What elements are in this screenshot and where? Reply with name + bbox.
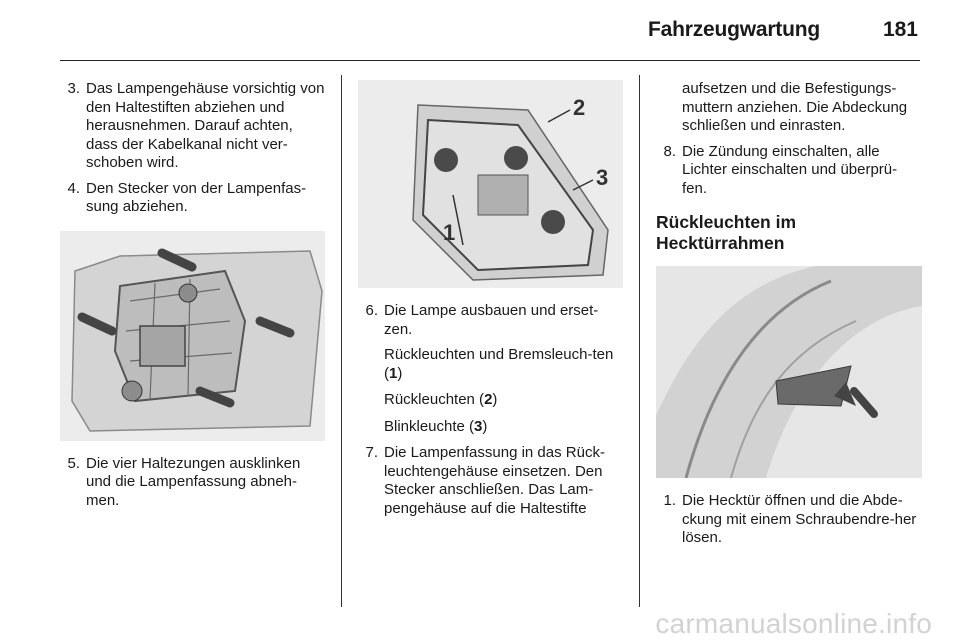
step-number: 4. — [67, 179, 80, 197]
callout-2: 2 — [573, 95, 586, 120]
step-number: 1. — [663, 492, 676, 509]
tailgate-frame-figure — [656, 266, 922, 478]
bulb-item-1: Rückleuchten und Bremsleuch-ten (1) — [384, 346, 614, 382]
column-3 — [656, 80, 922, 555]
step-1 — [656, 492, 922, 548]
lamp-holder-illustration — [60, 231, 325, 441]
step-7-continuation: aufsetzen und die Befestigungs-muttern anziehen. Die Abdeckung schließen und einrasten. — [682, 80, 908, 134]
step-6 — [358, 302, 623, 339]
bulb-item-2: Rückleuchten (2) — [384, 391, 498, 408]
callout-3: 3 — [596, 165, 609, 190]
bulb-socket-illustration — [358, 80, 623, 288]
tailgate-frame-illustration — [656, 266, 922, 478]
step-5 — [60, 455, 325, 511]
bulb-socket-figure — [358, 80, 623, 288]
step-text: Das Lampengehäuse vorsichtig von den Haltestiften abziehen und herausnehmen. Darauf achten, dass der Kabelkanal nicht ver-schoben wird. — [86, 80, 325, 171]
step-number: 3. — [67, 80, 80, 97]
page-title: Fahrzeugwartung — [647, 18, 820, 41]
step-8 — [656, 143, 922, 199]
step-7 — [358, 444, 623, 518]
header-divider — [60, 60, 920, 61]
step-3 — [60, 80, 325, 173]
lamp-holder-figure — [60, 231, 325, 441]
column-divider-right — [639, 75, 640, 607]
column-divider-left — [341, 75, 342, 607]
step-4 — [60, 180, 325, 217]
watermark: carmanualsonline.info — [655, 608, 932, 639]
step-number: 5. — [67, 454, 80, 472]
step-number: 7. — [365, 444, 378, 461]
step-text: Die vier Haltezungen ausklinken und die Lampenfassung abneh-men. — [86, 454, 301, 509]
step-text: Die Zündung einschalten, alle Lichter einschalten und überprü-fen. — [682, 142, 898, 197]
column-2 — [358, 80, 623, 525]
section-title: Rückleuchten im Hecktürrahmen — [656, 212, 797, 253]
step-text: Die Hecktür öffnen und die Abde-ckung mit einem Schraubendre-her lösen. — [682, 492, 917, 546]
step-text: Den Stecker von der Lampenfas-sung abziehen. — [86, 179, 307, 215]
step-text: Die Lampenfassung in das Rück-leuchtengehäuse einsetzen. Den Stecker anschließen. Das Lam-pengehäuse auf die Haltestifte — [384, 444, 605, 517]
column-1 — [60, 80, 325, 517]
page-number: 181 — [882, 18, 918, 41]
bulb-item-3: Blinkleuchte (3) — [384, 417, 488, 435]
step-text: Die Lampe ausbauen und erset-zen. — [384, 302, 599, 338]
step-number: 8. — [663, 142, 676, 160]
callout-1: 1 — [443, 220, 456, 245]
step-number: 6. — [365, 302, 378, 319]
